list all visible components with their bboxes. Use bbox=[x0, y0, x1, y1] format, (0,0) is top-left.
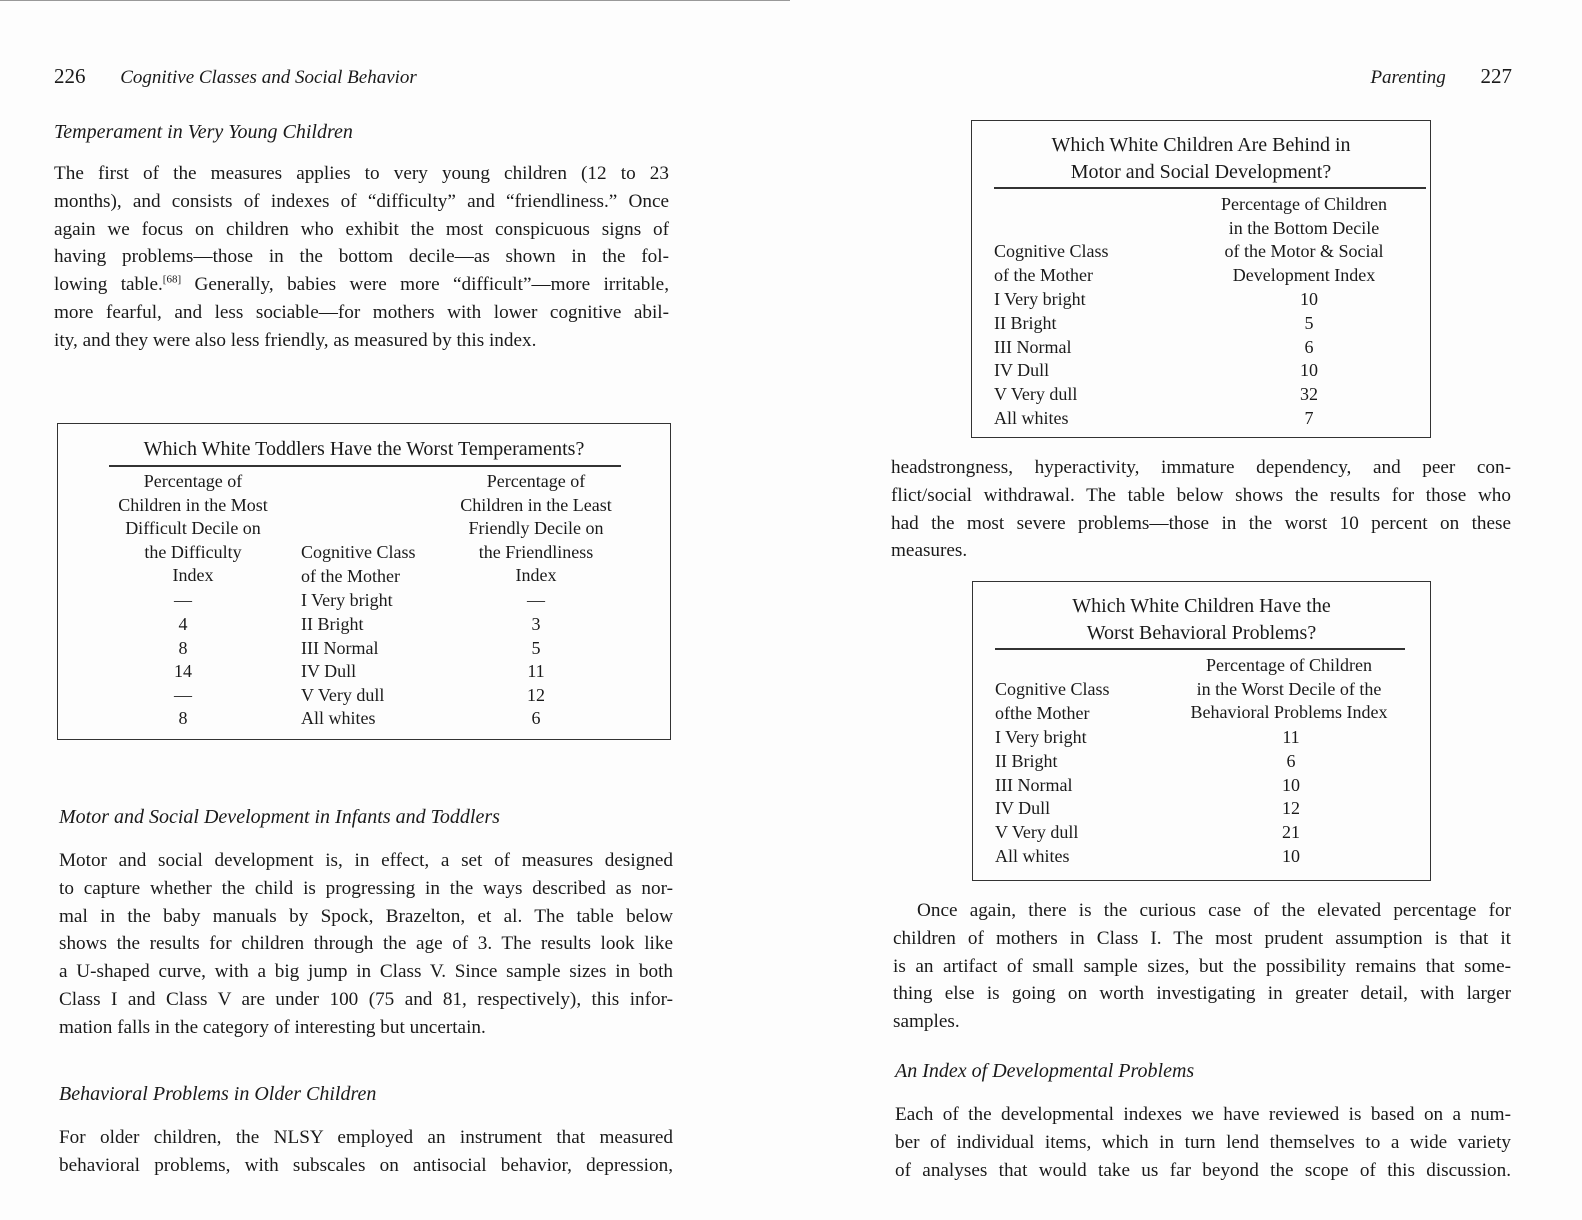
cognitive-class: III Normal bbox=[994, 337, 1072, 357]
header-line: Percentage of Children bbox=[1221, 194, 1387, 214]
cognitive-class: All whites bbox=[995, 846, 1070, 866]
text-line: Once again, there is the curious case of the elevated percentage for bbox=[917, 900, 1511, 921]
cognitive-class: I Very bright bbox=[995, 727, 1087, 747]
percentage-value: 10 bbox=[1282, 846, 1300, 866]
text-line: measures. bbox=[891, 540, 968, 562]
right-running-title: Parenting bbox=[1370, 67, 1446, 88]
header-line: the Difficulty bbox=[144, 541, 242, 562]
table-title-line: Motor and Social Development? bbox=[1070, 161, 1332, 183]
header-line: Difficult Decile on bbox=[125, 518, 261, 539]
column-header-class bbox=[995, 678, 1165, 725]
percentage-value: 21 bbox=[1282, 822, 1300, 842]
header-line: Cognitive Class bbox=[994, 241, 1109, 261]
paragraph-motor-social bbox=[59, 847, 673, 1042]
percentage-value: 5 bbox=[1304, 313, 1314, 333]
text-line: flict/social withdrawal. The table below shows the results for those who bbox=[891, 484, 1511, 506]
text-line: ber of individual items, which in turn lend themselves to a wide variety bbox=[895, 1131, 1511, 1153]
difficulty-value: — bbox=[174, 590, 192, 610]
header-line: Children in the Least bbox=[460, 494, 612, 515]
behavioral-problems-table bbox=[972, 581, 1431, 881]
cognitive-class: V Very dull bbox=[301, 685, 385, 705]
text-line: children of mothers in Class I. The most prudent assumption is that it bbox=[893, 927, 1511, 949]
table-title bbox=[973, 593, 1430, 647]
text-line: more fearful, and less sociable—for mothers with lower cognitive abil- bbox=[54, 301, 669, 323]
cognitive-class: II Bright bbox=[994, 313, 1057, 333]
percentage-value: 10 bbox=[1282, 775, 1300, 795]
cognitive-class: III Normal bbox=[301, 638, 379, 658]
text-line bbox=[54, 271, 669, 299]
text-line: again we focus on children who exhibit the most conspicuous signs of bbox=[54, 218, 669, 240]
text-line: samples. bbox=[893, 1011, 960, 1033]
text-line: headstrongness, hyperactivity, immature dependency, and peer con- bbox=[891, 457, 1511, 478]
text-line: is an artifact of small sample sizes, but the possibility remains that some- bbox=[893, 955, 1511, 977]
text-line: For older children, the NLSY employed an instrument that measured bbox=[59, 1127, 673, 1148]
motor-social-table bbox=[971, 120, 1431, 438]
table-title-line: Which White Children Are Behind in bbox=[1051, 134, 1351, 156]
friendliness-value: 3 bbox=[531, 614, 541, 634]
difficulty-value: 8 bbox=[178, 638, 188, 658]
friendliness-value: — bbox=[527, 590, 545, 610]
column-header-friendliness bbox=[426, 470, 646, 588]
text-line: thing else is going on worth investigating in greater detail, with larger bbox=[893, 983, 1511, 1005]
header-line: of the Motor & Social bbox=[1224, 241, 1384, 262]
cognitive-class: II Bright bbox=[995, 751, 1058, 771]
header-line: Index bbox=[515, 565, 557, 586]
section-heading-behavioral: Behavioral Problems in Older Children bbox=[59, 1083, 377, 1105]
text-line: The first of the measures applies to very young children (12 to 23 bbox=[54, 163, 669, 184]
section-heading-index: An Index of Developmental Problems bbox=[895, 1060, 1195, 1082]
friendliness-value: 11 bbox=[527, 661, 545, 681]
text-line: a U-shaped curve, with a big jump in Class V. Since sample sizes in both bbox=[59, 961, 673, 983]
header-line: Behavioral Problems Index bbox=[1190, 702, 1388, 723]
difficulty-value: — bbox=[174, 685, 192, 705]
header-line: of the Mother bbox=[994, 264, 1093, 285]
cognitive-class: All whites bbox=[994, 408, 1069, 428]
left-running-head bbox=[54, 64, 417, 89]
friendliness-value: 5 bbox=[531, 638, 541, 658]
percentage-value: 10 bbox=[1300, 289, 1318, 309]
text-line: behavioral problems, with subscales on antisocial behavior, depression, bbox=[59, 1154, 673, 1176]
cognitive-class: IV Dull bbox=[994, 360, 1050, 380]
header-line: in the Bottom Decile bbox=[1228, 217, 1380, 238]
header-line: in the Worst Decile of the bbox=[1196, 678, 1382, 699]
header-line: Percentage of bbox=[486, 471, 586, 491]
percentage-value: 32 bbox=[1300, 384, 1318, 404]
text-line: of analyses that would take us far beyond the scope of this discussion. bbox=[895, 1159, 1511, 1181]
temperament-table bbox=[57, 423, 671, 740]
section-heading-temperament: Temperament in Very Young Children bbox=[54, 121, 353, 143]
text-line: Each of the developmental indexes we have reviewed is based on a num- bbox=[895, 1104, 1511, 1125]
difficulty-value: 8 bbox=[178, 708, 188, 728]
paragraph-class-one bbox=[893, 897, 1511, 1036]
difficulty-value: 14 bbox=[174, 661, 192, 681]
paragraph-index bbox=[895, 1101, 1511, 1184]
header-line: Development Index bbox=[1232, 264, 1376, 285]
table-title-rule bbox=[995, 648, 1405, 650]
text-line: mation falls in the category of interesting but uncertain. bbox=[59, 1016, 486, 1038]
text-fragment: Generally, babies were more “difficult”—more irritable, bbox=[181, 274, 669, 296]
text-fragment: lowing table. bbox=[54, 274, 163, 296]
cognitive-class: IV Dull bbox=[301, 661, 357, 681]
cognitive-class: IV Dull bbox=[995, 798, 1051, 818]
table-title bbox=[972, 132, 1430, 186]
table-title-rule bbox=[994, 187, 1426, 189]
cognitive-class: I Very bright bbox=[994, 289, 1086, 309]
left-page bbox=[0, 0, 790, 1220]
difficulty-value: 4 bbox=[178, 614, 188, 634]
header-line: Cognitive Class bbox=[301, 542, 416, 562]
percentage-value: 11 bbox=[1282, 727, 1300, 747]
cognitive-class: II Bright bbox=[301, 614, 364, 634]
text-line: to capture whether the child is progressing in the ways described as nor- bbox=[59, 877, 673, 899]
column-header-difficulty bbox=[78, 470, 308, 588]
percentage-value: 12 bbox=[1282, 798, 1300, 818]
text-line: months), and consists of indexes of “difficulty” and “friendliness.” Once bbox=[54, 190, 669, 212]
friendliness-value: 12 bbox=[527, 685, 545, 705]
percentage-value: 10 bbox=[1300, 360, 1318, 380]
column-header-class bbox=[994, 240, 1164, 287]
table-title-line: Worst Behavioral Problems? bbox=[1086, 622, 1317, 644]
header-line: ofthe Mother bbox=[995, 702, 1090, 723]
paragraph-behavioral bbox=[59, 1124, 673, 1180]
left-page-number: 226 bbox=[54, 64, 86, 88]
text-line: ity, and they were also less friendly, as measured by this index. bbox=[54, 329, 537, 351]
cognitive-class: V Very dull bbox=[995, 822, 1079, 842]
friendliness-value: 6 bbox=[531, 708, 541, 728]
header-line: of the Mother bbox=[301, 565, 400, 586]
paragraph-behavioral-continued bbox=[891, 454, 1511, 565]
text-line: mal in the baby manuals by Spock, Brazelton, et al. The table below bbox=[59, 905, 673, 927]
paragraph-temperament bbox=[54, 160, 669, 355]
right-page bbox=[790, 0, 1582, 1220]
percentage-value: 6 bbox=[1304, 337, 1314, 357]
footnote-reference[interactable]: [68] bbox=[162, 273, 182, 286]
cognitive-class: I Very bright bbox=[301, 590, 393, 610]
right-page-number: 227 bbox=[1480, 64, 1512, 88]
cognitive-class: All whites bbox=[301, 708, 376, 728]
column-header-motor-social bbox=[1186, 193, 1422, 287]
text-line: shows the results for children through the age of 3. The results look like bbox=[59, 933, 673, 955]
percentage-value: 6 bbox=[1286, 751, 1296, 771]
header-line: Percentage of bbox=[143, 471, 243, 491]
percentage-value: 7 bbox=[1304, 408, 1314, 428]
text-line: had the most severe problems—those in the worst 10 percent on these bbox=[891, 512, 1511, 534]
header-line: the Friendliness bbox=[478, 541, 594, 562]
header-line: Friendly Decile on bbox=[468, 518, 604, 539]
section-heading-motor-social: Motor and Social Development in Infants and Toddlers bbox=[59, 806, 500, 828]
left-running-title: Cognitive Classes and Social Behavior bbox=[120, 67, 417, 88]
cognitive-class: V Very dull bbox=[994, 384, 1078, 404]
header-line: Cognitive Class bbox=[995, 679, 1110, 699]
header-line: Index bbox=[172, 565, 214, 586]
text-line: Class I and Class V are under 100 (75 and 81, respectively), this infor- bbox=[59, 988, 673, 1010]
cognitive-class: III Normal bbox=[995, 775, 1073, 795]
table-title-line: Which White Children Have the bbox=[1072, 595, 1331, 617]
header-line: Percentage of Children bbox=[1206, 655, 1372, 675]
header-line: Children in the Most bbox=[118, 494, 268, 515]
column-header-behavioral bbox=[1169, 654, 1409, 725]
right-running-head bbox=[1370, 64, 1512, 89]
text-line: having problems—those in the bottom decile—as shown in the fol- bbox=[54, 246, 669, 268]
text-line: Motor and social development is, in effect, a set of measures designed bbox=[59, 850, 673, 871]
table-title: Which White Toddlers Have the Worst Temperaments? bbox=[143, 438, 585, 460]
table-title-rule bbox=[109, 465, 621, 467]
